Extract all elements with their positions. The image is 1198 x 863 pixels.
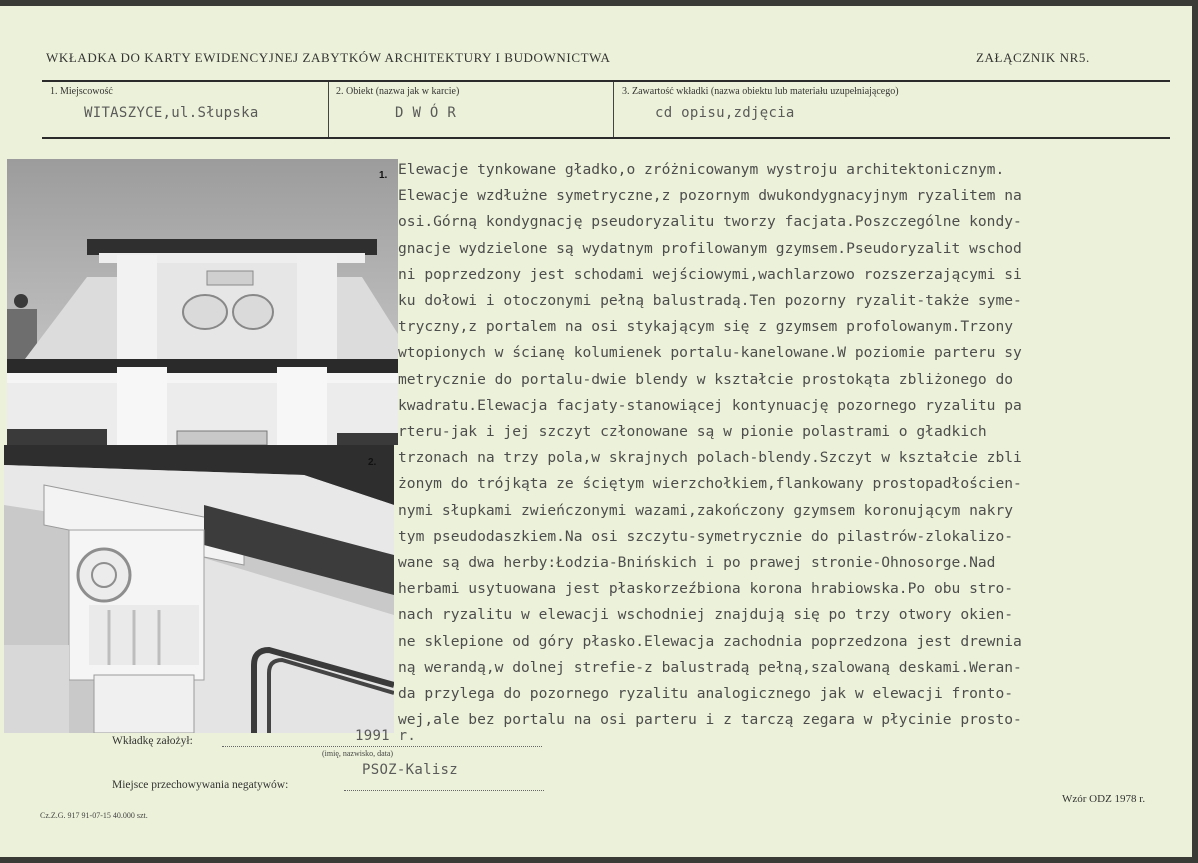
- created-by-line: [222, 746, 542, 747]
- text-line: ną werandą,w dolnej strefie-z balustradą pełną,szalowaną deskami.Weran-: [398, 658, 1022, 676]
- field-value-contents: cd opisu,zdjęcia: [655, 105, 795, 121]
- description-text: [398, 157, 1118, 733]
- negatives-storage-label: Miejsce przechowywania negatywów:: [112, 779, 289, 791]
- capital-photo-illustration: [4, 445, 394, 733]
- text-line: rteru-jak i jej szczyt członowane są w pionie polastrami o gładkich: [398, 423, 987, 441]
- field-divider-1: [328, 82, 329, 137]
- field-label-locality: 1. Miejscowość: [50, 86, 113, 97]
- negatives-storage-line: [344, 790, 544, 791]
- text-line: Elewacje wzdłużne symetryczne,z pozornym dwukondygnacyjnym ryzalitem na: [398, 187, 1022, 205]
- photo-number: 2.: [368, 457, 377, 468]
- scan-edge-right: [1192, 0, 1198, 863]
- text-line: tryczny,z portalem na osi stykającym się z gzymsem profolowanym.Trzony: [398, 318, 1014, 336]
- field-label-object: 2. Obiekt (nazwa jak w karcie): [336, 86, 460, 97]
- form-code: Wzór ODZ 1978 r.: [1062, 793, 1146, 805]
- text-line: nach ryzalitu w elewacji wschodniej znajdują się po trzy otwory okien-: [398, 606, 1014, 624]
- text-line: herbami usytuowana jest płaskorzeźbiona korona hrabiowska.Po obu stro-: [398, 580, 1014, 598]
- text-line: gnacje wydzielone są wydatnym profilowanym gzymsem.Pseudoryzalit wschod: [398, 239, 1022, 257]
- gable-photo-illustration: [7, 159, 398, 445]
- negatives-storage-value: PSOZ-Kalisz: [362, 762, 459, 778]
- created-by-label: Wkładkę założył:: [112, 735, 193, 747]
- photo-capital: [4, 445, 394, 733]
- text-line: Elewacje tynkowane gładko,o zróżnicowanym wystroju architektonicznym.: [398, 161, 1005, 178]
- photo-gable: [7, 159, 398, 445]
- field-value-locality: WITASZYCE,ul.Słupska: [84, 105, 259, 121]
- text-line: wtopionych w ścianę kolumienek portalu-kanelowane.W poziomie parteru sy: [398, 344, 1022, 362]
- photo-number: 1.: [379, 170, 388, 181]
- text-line: tym pseudodaszkiem.Na osi szczytu-symetrycznie do pilastrów-zlokalizo-: [398, 527, 1014, 545]
- text-line: metrycznie do portalu-dwie blendy w kształcie prostokąta zbliżonego do: [398, 370, 1014, 388]
- scan-edge-top: [0, 0, 1198, 6]
- header-rule-top: [42, 80, 1170, 82]
- card-title: WKŁADKA DO KARTY EWIDENCYJNEJ ZABYTKÓW ARCHITEKTURY I BUDOWNICTWA: [46, 50, 611, 65]
- text-line: osi.Górną kondygnację pseudoryzalitu tworzy facjata.Poszczególne kondy-: [398, 213, 1022, 231]
- text-line: kwadratu.Elewacja facjaty-stanowiącej kontynuację pozornego ryzalitu pa: [398, 396, 1022, 414]
- text-line: ni poprzedzony jest schodami wejściowymi,wachlarzowo rozszerzającymi si: [398, 265, 1022, 283]
- text-line: nymi słupkami zwieńczonymi wazami,zakończony gzymsem koronującym nakry: [398, 501, 1014, 519]
- print-code: Cz.Z.G. 917 91-07-15 40.000 szt.: [40, 811, 148, 820]
- scan-edge-bottom: [0, 857, 1198, 863]
- header-rule-bottom: [42, 137, 1170, 139]
- text-line: ku dołowi i otoczonymi pełną balustradą.Ten pozorny ryzalit-także syme-: [398, 292, 1022, 310]
- field-label-contents: 3. Zawartość wkładki (nazwa obiektu lub materiału uzupełniającego): [622, 86, 899, 97]
- field-divider-2: [613, 82, 614, 137]
- text-line: wane są dwa herby:Łodzia-Bnińskich i po prawej stronie-Ohnosorge.Nad: [398, 554, 996, 572]
- text-line: ne sklepione od góry płasko.Elewacja zachodnia poprzedzona jest drewnia: [398, 632, 1022, 650]
- annex-number: ZAŁĄCZNIK NR5.: [976, 50, 1090, 65]
- text-line: żonym do trójkąta ze ściętym wierzchołkiem,flankowany prostopadłościen-: [398, 475, 1022, 493]
- text-line: wej,ale bez portalu na osi parteru i z tarczą zegara w płycinie prosto-: [398, 711, 1022, 729]
- text-line: trzonach na trzy pola,w skrajnych polach-blendy.Szczyt w kształcie zbli: [398, 449, 1022, 467]
- text-line: da przylega do pozornego ryzalitu analogicznego jak w elewacji fronto-: [398, 685, 1014, 703]
- created-by-value: 1991 r.: [355, 728, 417, 744]
- created-by-hint: (imię, nazwisko, data): [322, 749, 394, 758]
- field-value-object: D W Ó R: [395, 105, 457, 121]
